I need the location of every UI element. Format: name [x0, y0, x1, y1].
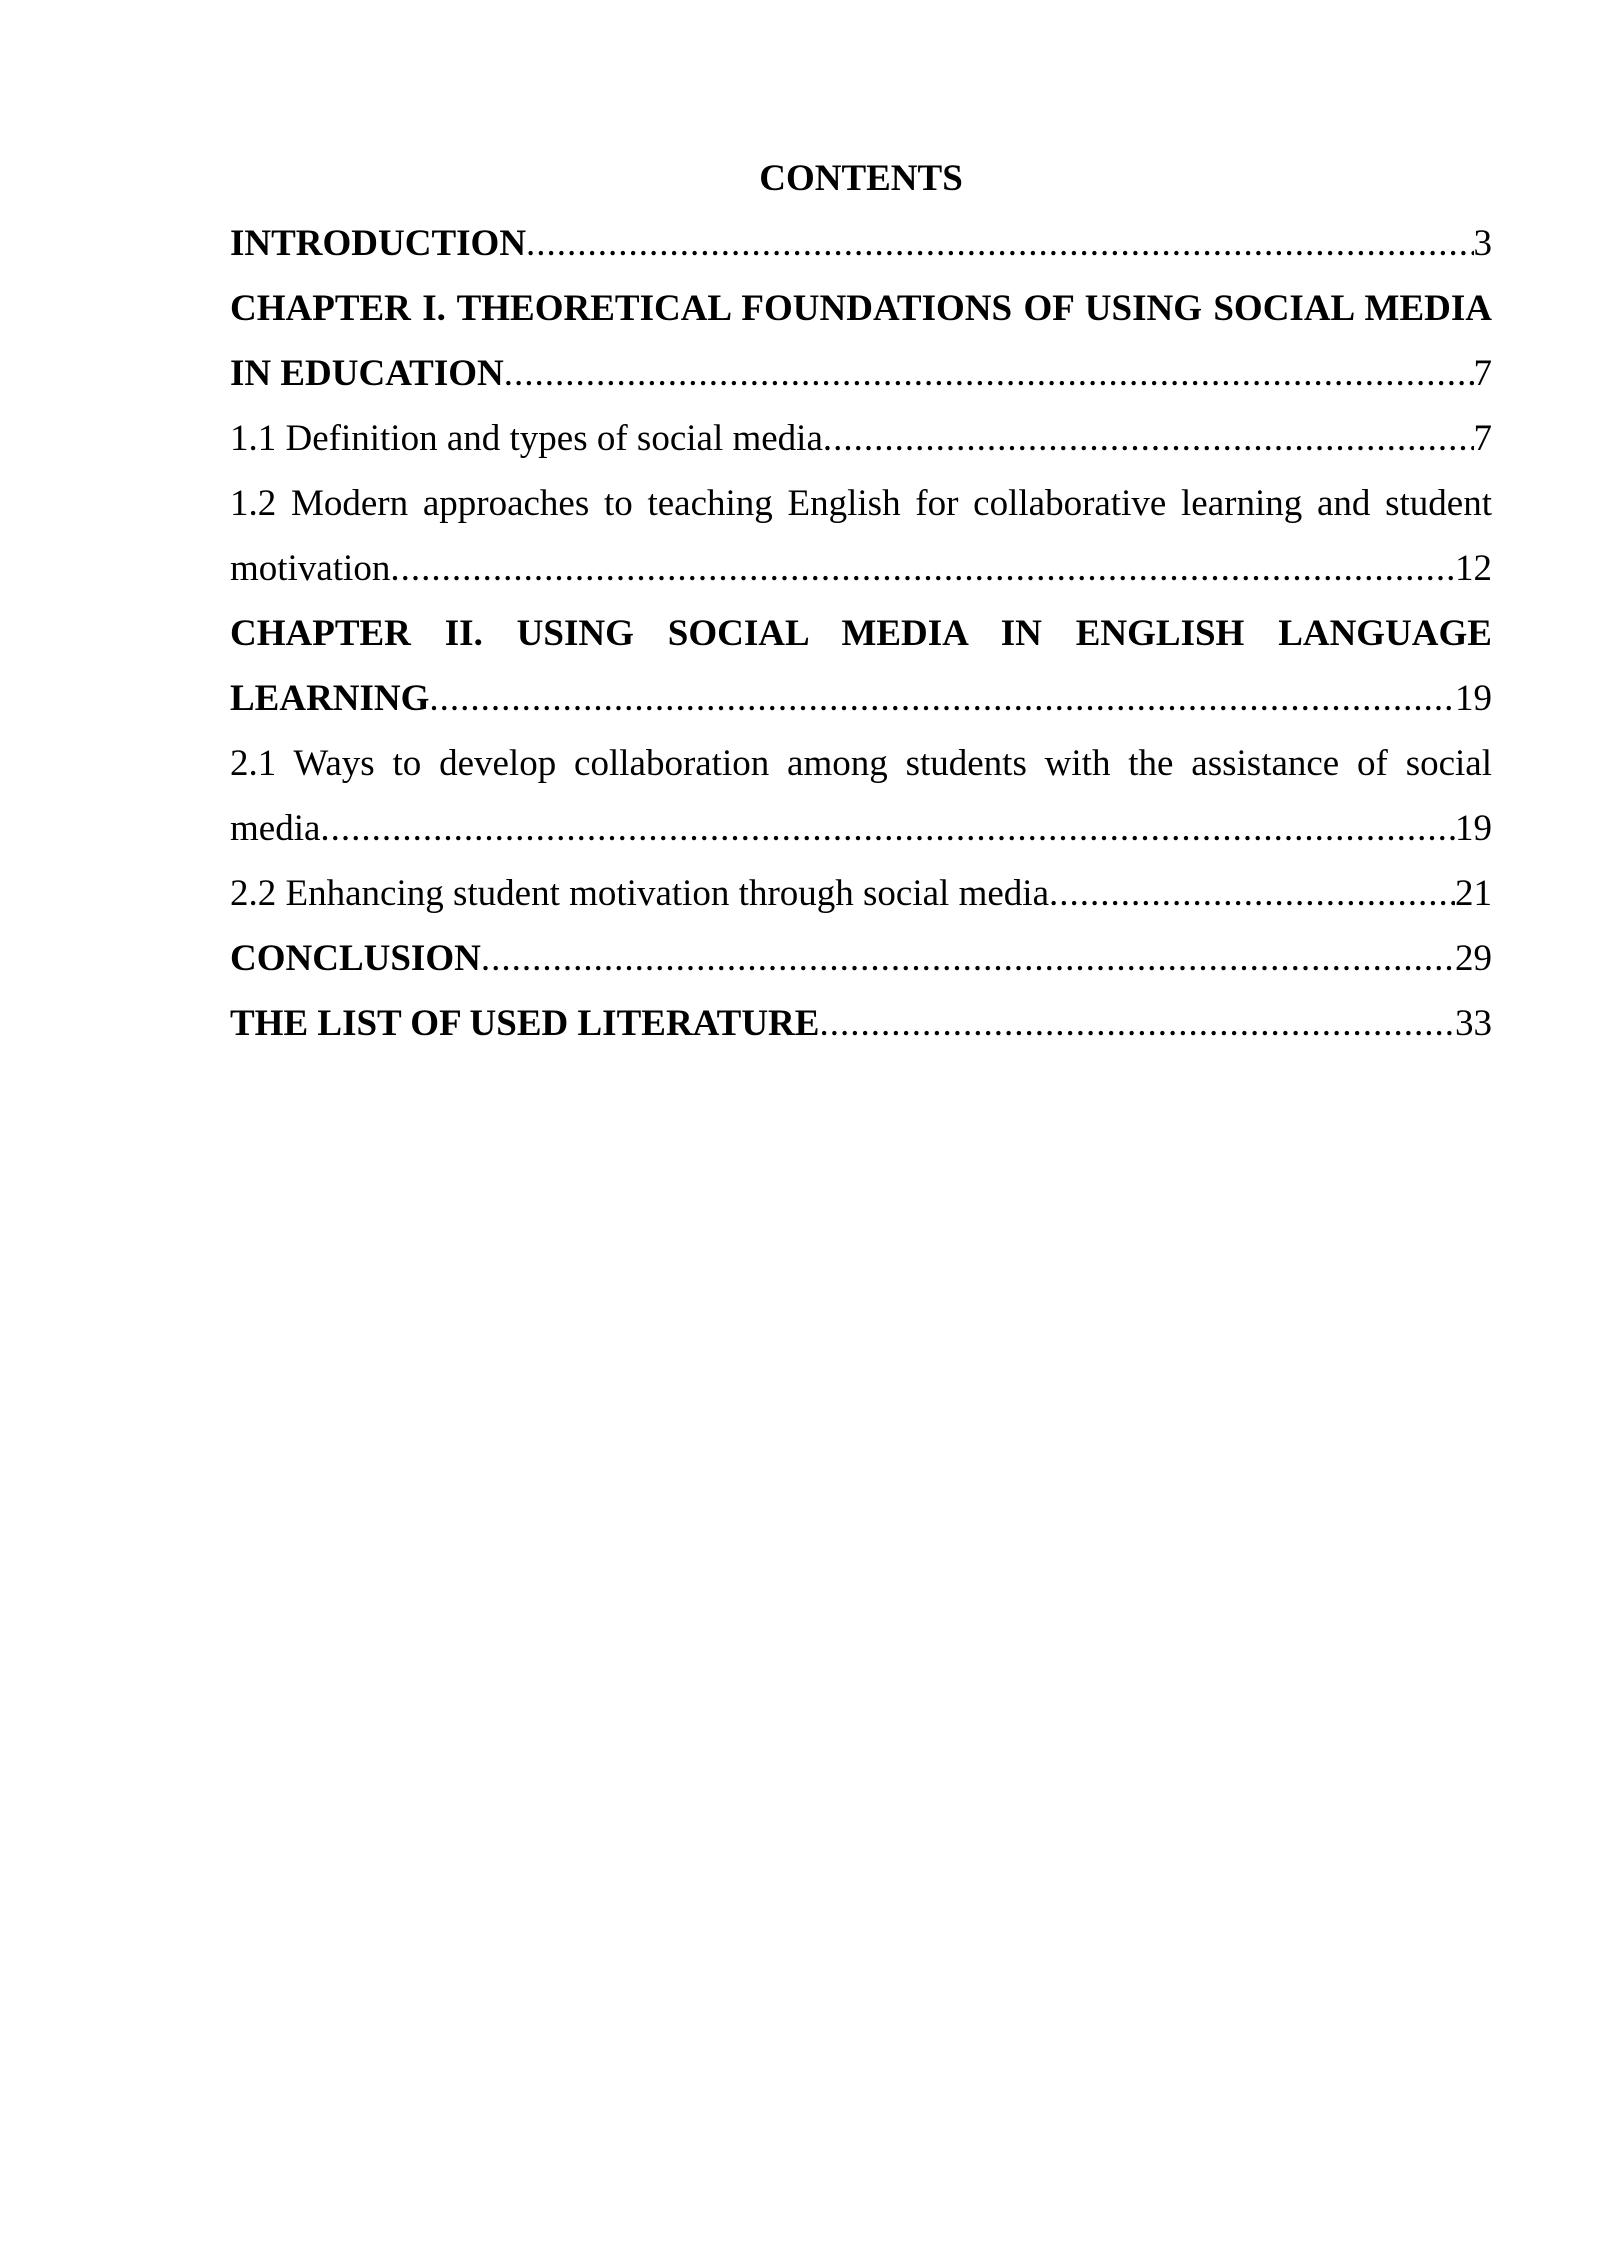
- toc-entry-label-line-1: CHAPTER I. THEORETICAL FOUNDATIONS OF USING SOCIAL MEDIA: [230, 288, 1492, 329]
- dot-leader: [823, 406, 1474, 471]
- toc-entry-label: CONCLUSION: [230, 938, 481, 979]
- toc-page-number: 19: [1455, 808, 1492, 849]
- toc-entry-label: THE LIST OF USED LITERATURE: [230, 1003, 820, 1044]
- dot-leader: [526, 211, 1473, 276]
- toc-title: CONTENTS: [759, 158, 963, 199]
- toc-entry-section-1-2[interactable]: [230, 471, 1492, 601]
- dot-leader: [481, 926, 1455, 991]
- toc-entry-section-2-2[interactable]: [230, 861, 1492, 926]
- toc-entry-conclusion[interactable]: [230, 926, 1492, 991]
- dot-leader: [504, 341, 1474, 406]
- dot-leader: [320, 796, 1455, 861]
- toc-entry-section-2-1[interactable]: [230, 731, 1492, 861]
- toc-entry-literature[interactable]: [230, 991, 1492, 1056]
- toc-entry-label: media: [230, 808, 321, 849]
- toc-page-number: 33: [1455, 1003, 1492, 1044]
- toc-page-number: 7: [1473, 353, 1492, 394]
- toc-page-number: 3: [1473, 223, 1492, 264]
- toc-entry-label-line-1: CHAPTER II. USING SOCIAL MEDIA IN ENGLISH LANGUAGE: [230, 613, 1492, 654]
- toc-entry-label: motivation: [230, 548, 391, 589]
- toc-entry-label: 2.2 Enhancing student motivation through social media: [230, 873, 1049, 914]
- toc-entry-introduction[interactable]: [230, 211, 1492, 276]
- toc-entry-label: IN EDUCATION: [230, 353, 504, 394]
- toc-page-number: 19: [1455, 678, 1492, 719]
- toc-page-number: 29: [1455, 938, 1492, 979]
- toc-page-number: 12: [1455, 548, 1492, 589]
- toc-entry-label-line-1: 2.1 Ways to develop collaboration among students with the assistance of social: [230, 743, 1492, 784]
- toc-page-number: 21: [1455, 873, 1492, 914]
- dot-leader: [819, 991, 1455, 1056]
- toc-entry-section-1-1[interactable]: [230, 406, 1492, 471]
- dot-leader: [390, 536, 1455, 601]
- dot-leader: [1049, 861, 1455, 926]
- toc-entry-label: INTRODUCTION: [230, 223, 527, 264]
- table-of-contents: [230, 146, 1492, 1056]
- dot-leader: [429, 666, 1455, 731]
- toc-entry-label: 1.1 Definition and types of social media: [230, 418, 823, 459]
- toc-entry-label-line-1: 1.2 Modern approaches to teaching English for collaborative learning and student: [230, 483, 1492, 524]
- toc-entry-label: LEARNING: [230, 678, 430, 719]
- toc-entry-chapter-1[interactable]: [230, 276, 1492, 406]
- toc-page-number: 7: [1473, 418, 1492, 459]
- toc-entry-chapter-2[interactable]: [230, 601, 1492, 731]
